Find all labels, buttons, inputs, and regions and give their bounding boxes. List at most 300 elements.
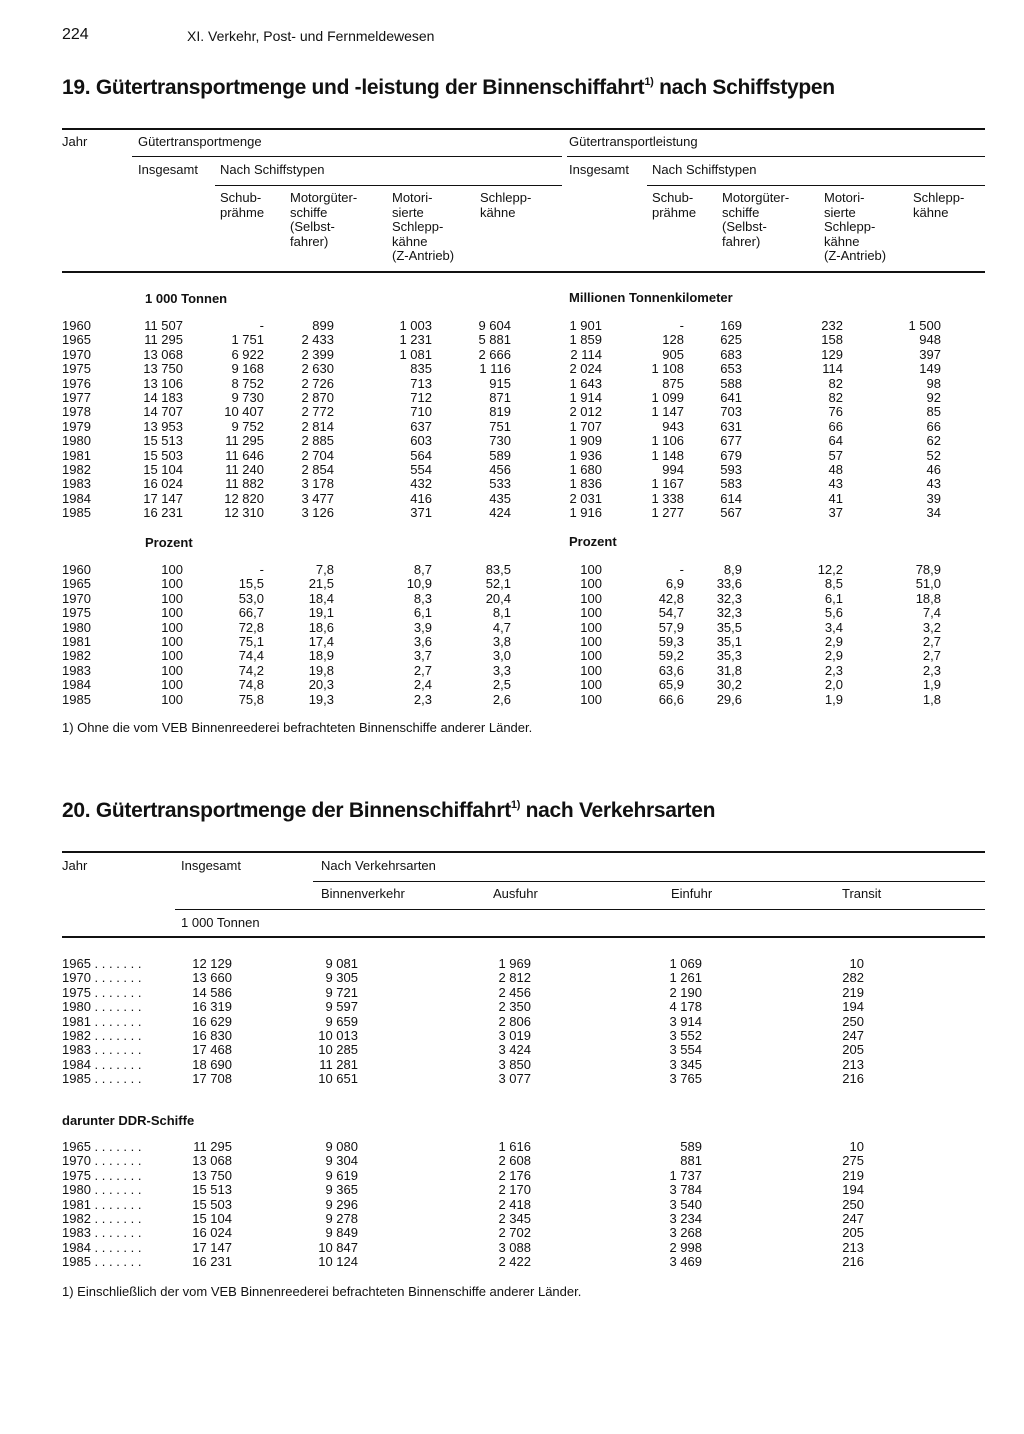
value-cell: 2 704 — [301, 447, 334, 463]
value-cell: 2,3 — [413, 691, 432, 707]
value-cell: 9 597 — [325, 999, 358, 1015]
value-cell: 899 — [312, 318, 334, 333]
value-cell: 100 — [580, 576, 602, 592]
table-row — [0, 506, 1024, 520]
value-cell: 17 147 — [192, 1239, 232, 1255]
value-cell: 679 — [720, 447, 742, 463]
value-cell: 1 707 — [569, 418, 602, 434]
value-cell: 2 854 — [301, 462, 334, 477]
table-row — [0, 957, 1024, 971]
value-cell: 416 — [410, 490, 432, 506]
value-cell: 631 — [720, 418, 742, 434]
value-cell: 1 500 — [908, 318, 941, 333]
value-cell: 3 552 — [669, 1028, 702, 1043]
value-cell: 100 — [580, 590, 602, 606]
year-cell: 1975 . . . . . . . — [62, 984, 142, 1000]
value-cell: 12 310 — [224, 505, 264, 521]
value-cell: 82 — [828, 375, 843, 391]
value-cell: 593 — [720, 462, 742, 477]
year-cell: 1980 . . . . . . . — [62, 1182, 142, 1198]
table20-header-jahr: Jahr — [62, 858, 88, 873]
table19-unit-right-pct: Prozent — [569, 534, 617, 549]
year-cell: 1982 . . . . . . . — [62, 1028, 142, 1043]
value-cell: 10 013 — [318, 1028, 358, 1043]
value-cell: 20,3 — [308, 677, 334, 693]
value-cell: 2 456 — [498, 984, 531, 1000]
value-cell: 3 345 — [669, 1056, 702, 1072]
value-cell: 583 — [720, 476, 742, 492]
value-cell: 3 077 — [498, 1071, 531, 1087]
table-row — [0, 577, 1024, 591]
value-cell: 14 707 — [143, 404, 183, 420]
value-cell: 2 812 — [498, 970, 531, 986]
value-cell: 397 — [919, 346, 941, 362]
value-cell: 2 350 — [498, 999, 531, 1015]
table19-title-suffix: nach Schiffstypen — [653, 76, 835, 99]
year-cell: 1978 — [62, 404, 91, 420]
value-cell: 32,3 — [716, 590, 742, 606]
value-cell: 2,7 — [922, 648, 941, 664]
year-cell: 1965 — [62, 332, 91, 348]
value-cell: 2 176 — [498, 1167, 531, 1183]
value-cell: 588 — [720, 375, 742, 391]
value-cell: 213 — [842, 1056, 864, 1072]
value-cell: 75,8 — [238, 691, 264, 707]
year-cell: 1984 . . . . . . . — [62, 1239, 142, 1255]
value-cell: 35,1 — [716, 634, 742, 649]
table-row — [0, 971, 1024, 985]
value-cell: 16 231 — [192, 1254, 232, 1270]
value-cell: 2 666 — [478, 346, 511, 362]
table-row — [0, 664, 1024, 678]
value-cell: 13 068 — [192, 1153, 232, 1169]
value-cell: 8,9 — [723, 562, 742, 577]
table-row — [0, 1226, 1024, 1240]
table-row — [0, 319, 1024, 333]
value-cell: 52,1 — [485, 576, 511, 592]
table19-footnote: 1) Ohne die vom VEB Binnenreederei befrachteten Binnenschiffe anderer Länder. — [62, 720, 533, 735]
year-cell: 1982 . . . . . . . — [62, 1211, 142, 1226]
value-cell: 3,0 — [492, 648, 511, 664]
value-cell: 7,4 — [922, 605, 941, 621]
value-cell: 3,8 — [492, 634, 511, 649]
value-cell: 2 012 — [569, 404, 602, 420]
value-cell: 1 751 — [231, 332, 264, 348]
value-cell: 1 969 — [498, 956, 531, 971]
value-cell: 3 469 — [669, 1254, 702, 1270]
value-cell: 2,7 — [413, 662, 432, 678]
value-cell: 15,5 — [238, 576, 264, 592]
table19-header-nach-schiffstypen-right: Nach Schiffstypen — [652, 162, 757, 177]
value-cell: 456 — [489, 462, 511, 477]
table20-header-binnenverkehr: Binnenverkehr — [321, 886, 405, 901]
value-cell: 19,3 — [308, 691, 334, 707]
value-cell: 42,8 — [658, 590, 684, 606]
table-row — [0, 1212, 1024, 1226]
value-cell: 567 — [720, 505, 742, 521]
table19-header-schlepp-right: Schlepp- kähne — [913, 190, 965, 220]
value-cell: 637 — [410, 418, 432, 434]
table19-header-bottom-rule — [62, 271, 985, 273]
value-cell: 10 — [849, 1139, 864, 1154]
value-cell: 18,8 — [915, 590, 941, 606]
value-cell: 9 080 — [325, 1139, 358, 1154]
value-cell: 2 399 — [301, 346, 334, 362]
value-cell: 14 183 — [143, 390, 183, 405]
year-cell: 1977 — [62, 390, 91, 405]
value-cell: 74,2 — [238, 662, 264, 678]
value-cell: 3,2 — [922, 619, 941, 635]
value-cell: 2 114 — [570, 346, 602, 362]
value-cell: 15 104 — [192, 1211, 232, 1226]
value-cell: 100 — [161, 634, 183, 649]
year-cell: 1980 — [62, 619, 91, 635]
value-cell: 19,8 — [308, 662, 334, 678]
value-cell: 66 — [828, 418, 843, 434]
value-cell: 247 — [842, 1028, 864, 1043]
table19-group-rule-right — [567, 156, 985, 157]
value-cell: 16 024 — [143, 476, 183, 492]
value-cell: 2 998 — [669, 1239, 702, 1255]
value-cell: 21,5 — [308, 576, 334, 592]
year-cell: 1985 . . . . . . . — [62, 1254, 142, 1270]
value-cell: 3 126 — [301, 505, 334, 521]
value-cell: 9 278 — [325, 1211, 358, 1226]
value-cell: 1 914 — [569, 390, 602, 405]
value-cell: 149 — [919, 361, 941, 377]
value-cell: 3,3 — [492, 662, 511, 678]
year-cell: 1976 — [62, 375, 91, 391]
value-cell: 1 643 — [569, 375, 602, 391]
value-cell: 9 081 — [325, 956, 358, 971]
value-cell: 881 — [680, 1153, 702, 1169]
table-row — [0, 1058, 1024, 1072]
value-cell: 100 — [161, 619, 183, 635]
value-cell: 2 806 — [498, 1013, 531, 1029]
value-cell: 74,4 — [238, 648, 264, 664]
year-cell: 1960 — [62, 318, 91, 333]
year-cell: 1965 . . . . . . . — [62, 956, 142, 971]
running-head: XI. Verkehr, Post- und Fernmeldewesen — [187, 28, 435, 44]
table19-title-main: 19. Gütertransportmenge und -leistung der Binnenschiffahrt — [62, 76, 645, 99]
value-cell: 2,0 — [824, 677, 843, 693]
value-cell: 432 — [410, 476, 432, 492]
value-cell: 66 — [926, 418, 941, 434]
value-cell: 948 — [919, 332, 941, 348]
year-cell: 1983 . . . . . . . — [62, 1225, 142, 1241]
value-cell: 57 — [828, 447, 843, 463]
table-row — [0, 1015, 1024, 1029]
value-cell: 63,6 — [658, 662, 684, 678]
value-cell: 4 178 — [669, 999, 702, 1015]
page-number: 224 — [62, 26, 89, 43]
table20-title-main: 20. Gütertransportmenge der Binnenschiffahrt — [62, 799, 511, 822]
table-row — [0, 1198, 1024, 1212]
value-cell: 282 — [842, 970, 864, 986]
value-cell: 15 104 — [143, 462, 183, 477]
table19-header-leistung: Gütertransportleistung — [569, 134, 698, 149]
value-cell: 2 870 — [301, 390, 334, 405]
value-cell: 65,9 — [658, 677, 684, 693]
table-row — [0, 1169, 1024, 1183]
value-cell: 78,9 — [915, 562, 941, 577]
table-row — [0, 420, 1024, 434]
table-row — [0, 463, 1024, 477]
table19-title-footnote-mark: 1) — [644, 76, 654, 88]
value-cell: 2 170 — [498, 1182, 531, 1198]
value-cell: 3 088 — [498, 1239, 531, 1255]
table19-subgroup-rule-right — [647, 185, 985, 186]
value-cell: 216 — [842, 1071, 864, 1087]
value-cell: 16 830 — [192, 1028, 232, 1043]
value-cell: 216 — [842, 1254, 864, 1270]
value-cell: 43 — [926, 476, 941, 492]
value-cell: 82 — [828, 390, 843, 405]
value-cell: 6,9 — [665, 576, 684, 592]
value-cell: 2 608 — [498, 1153, 531, 1169]
value-cell: - — [679, 562, 684, 577]
value-cell: 20,4 — [485, 590, 511, 606]
table19-header-motorisiert-left: Motori- sierte Schlepp- kähne (Z-Antrieb) — [392, 190, 455, 263]
value-cell: 12,2 — [817, 562, 843, 577]
table20-sub-heading: darunter DDR-Schiffe — [62, 1113, 195, 1128]
year-cell: 1979 — [62, 418, 91, 434]
value-cell: 554 — [410, 462, 432, 477]
value-cell: 30,2 — [716, 677, 742, 693]
table-row — [0, 1183, 1024, 1197]
value-cell: 100 — [161, 677, 183, 693]
value-cell: 1 616 — [498, 1139, 531, 1154]
value-cell: 10 847 — [318, 1239, 358, 1255]
year-cell: 1980 — [62, 433, 91, 449]
value-cell: 730 — [489, 433, 511, 449]
value-cell: 1 909 — [569, 433, 602, 449]
value-cell: 1,9 — [824, 691, 843, 707]
value-cell: 250 — [842, 1013, 864, 1029]
value-cell: 614 — [720, 490, 742, 506]
value-cell: 13 068 — [143, 346, 183, 362]
value-cell: 12 129 — [192, 956, 232, 971]
value-cell: 205 — [842, 1042, 864, 1058]
value-cell: 13 106 — [143, 375, 183, 391]
value-cell: 39 — [926, 490, 941, 506]
table20-top-rule — [62, 851, 985, 853]
table20-footnote: 1) Einschließlich der vom VEB Binnenreederei befrachteten Binnenschiffe anderer Länder. — [62, 1284, 582, 1299]
value-cell: 5,6 — [824, 605, 843, 621]
value-cell: 1 106 — [651, 433, 684, 449]
value-cell: 589 — [489, 447, 511, 463]
value-cell: 100 — [161, 691, 183, 707]
value-cell: 10 — [849, 956, 864, 971]
value-cell: 2 345 — [498, 1211, 531, 1226]
value-cell: 712 — [410, 390, 432, 405]
value-cell: 34 — [926, 505, 941, 521]
value-cell: 13 660 — [192, 970, 232, 986]
value-cell: - — [259, 562, 264, 577]
table-row — [0, 1000, 1024, 1014]
value-cell: 83,5 — [485, 562, 511, 577]
value-cell: 3 554 — [669, 1042, 702, 1058]
value-cell: 603 — [410, 433, 432, 449]
value-cell: 835 — [410, 361, 432, 377]
table-row — [0, 649, 1024, 663]
value-cell: 2 630 — [301, 361, 334, 377]
value-cell: 114 — [822, 361, 843, 377]
table20-header-einfuhr: Einfuhr — [671, 886, 713, 901]
value-cell: 2 433 — [301, 332, 334, 348]
value-cell: 2 024 — [569, 361, 602, 377]
table19-header-nach-schiffstypen-left: Nach Schiffstypen — [220, 162, 325, 177]
table19-group-rule-left — [132, 156, 562, 157]
value-cell: 1 231 — [399, 332, 432, 348]
value-cell: 6 922 — [231, 346, 264, 362]
table20-header-bottom-rule — [62, 936, 985, 938]
value-cell: 18,4 — [308, 590, 334, 606]
value-cell: 48 — [828, 462, 843, 477]
value-cell: 1 737 — [669, 1167, 702, 1183]
value-cell: 1 277 — [651, 505, 684, 521]
value-cell: 52 — [926, 447, 941, 463]
value-cell: 75,1 — [238, 634, 264, 649]
value-cell: 1,9 — [922, 677, 941, 693]
value-cell: 1 081 — [399, 346, 432, 362]
year-cell: 1985 — [62, 691, 91, 707]
value-cell: 1 108 — [651, 361, 684, 377]
year-cell: 1975 — [62, 361, 91, 377]
value-cell: 3 268 — [669, 1225, 702, 1241]
value-cell: 3 234 — [669, 1211, 702, 1226]
value-cell: 13 750 — [192, 1167, 232, 1183]
value-cell: 129 — [821, 346, 843, 362]
year-cell: 1982 — [62, 648, 91, 664]
year-cell: 1970 . . . . . . . — [62, 1153, 142, 1169]
value-cell: 13 750 — [143, 361, 183, 377]
year-cell: 1981 . . . . . . . — [62, 1196, 142, 1212]
table19-header-insgesamt-left: Insgesamt — [138, 162, 198, 177]
value-cell: 3 540 — [669, 1196, 702, 1212]
value-cell: 100 — [580, 634, 602, 649]
value-cell: 2 885 — [301, 433, 334, 449]
value-cell: 100 — [580, 677, 602, 693]
value-cell: 35,5 — [716, 619, 742, 635]
value-cell: 5 881 — [478, 332, 511, 348]
table-row — [0, 592, 1024, 606]
value-cell: 15 503 — [192, 1196, 232, 1212]
value-cell: 17,4 — [308, 634, 334, 649]
value-cell: 59,2 — [658, 648, 684, 664]
table19-title — [62, 76, 835, 100]
table-row — [0, 1043, 1024, 1057]
table20-header-transit: Transit — [842, 886, 882, 901]
value-cell: 1 680 — [569, 462, 602, 477]
value-cell: 205 — [842, 1225, 864, 1241]
value-cell: 2 031 — [569, 490, 602, 506]
table19-header-menge: Gütertransportmenge — [138, 134, 262, 149]
value-cell: 29,6 — [716, 691, 742, 707]
value-cell: 2 190 — [669, 984, 702, 1000]
value-cell: 37 — [828, 505, 843, 521]
value-cell: 100 — [161, 648, 183, 664]
value-cell: 51,0 — [915, 576, 941, 592]
value-cell: 18,9 — [308, 648, 334, 664]
value-cell: 100 — [580, 691, 602, 707]
table20-header-insgesamt: Insgesamt — [181, 858, 241, 873]
value-cell: 247 — [842, 1211, 864, 1226]
value-cell: 92 — [926, 390, 941, 405]
value-cell: 100 — [161, 590, 183, 606]
table-row — [0, 405, 1024, 419]
value-cell: 3 477 — [301, 490, 334, 506]
table-row — [0, 362, 1024, 376]
value-cell: 46 — [926, 462, 941, 477]
value-cell: 2,4 — [413, 677, 432, 693]
year-cell: 1970 . . . . . . . — [62, 970, 142, 986]
table19-top-rule — [62, 128, 985, 130]
value-cell: 1 916 — [569, 505, 602, 521]
year-cell: 1970 — [62, 590, 91, 606]
value-cell: 3 765 — [669, 1071, 702, 1087]
value-cell: 871 — [489, 390, 511, 405]
year-cell: 1983 . . . . . . . — [62, 1042, 142, 1058]
value-cell: 1 099 — [651, 390, 684, 405]
table20-header-nach-verkehrsarten: Nach Verkehrsarten — [321, 858, 436, 873]
value-cell: 2 418 — [498, 1196, 531, 1212]
value-cell: 15 503 — [143, 447, 183, 463]
year-cell: 1975 — [62, 605, 91, 621]
value-cell: 32,3 — [716, 605, 742, 621]
value-cell: 3 178 — [301, 476, 334, 492]
table-row — [0, 986, 1024, 1000]
table20-title-footnote-mark: 1) — [510, 799, 521, 811]
value-cell: - — [679, 318, 684, 333]
value-cell: 194 — [842, 1182, 864, 1198]
value-cell: 17 147 — [143, 490, 183, 506]
table-row — [0, 391, 1024, 405]
value-cell: 19,1 — [308, 605, 334, 621]
value-cell: 1 859 — [569, 332, 602, 348]
table19-subgroup-rule-left — [215, 185, 562, 186]
value-cell: 875 — [662, 375, 684, 391]
value-cell: 1 167 — [651, 476, 684, 492]
year-cell: 1981 — [62, 634, 91, 649]
value-cell: 371 — [410, 505, 432, 521]
value-cell: 275 — [842, 1153, 864, 1169]
value-cell: 3 850 — [498, 1056, 531, 1072]
value-cell: 8,5 — [824, 576, 843, 592]
value-cell: 1 338 — [651, 490, 684, 506]
value-cell: 1 147 — [651, 404, 684, 420]
value-cell: 85 — [926, 404, 941, 420]
value-cell: 54,7 — [658, 605, 684, 621]
value-cell: 100 — [580, 648, 602, 664]
year-cell: 1985 . . . . . . . — [62, 1071, 142, 1087]
value-cell: 751 — [489, 418, 511, 434]
value-cell: 2,7 — [922, 634, 941, 649]
value-cell: 2,3 — [922, 662, 941, 678]
value-cell: 11 240 — [225, 462, 264, 477]
value-cell: 8,3 — [413, 590, 432, 606]
value-cell: 17 708 — [192, 1071, 232, 1087]
year-cell: 1982 — [62, 462, 91, 477]
year-cell: 1983 — [62, 662, 91, 678]
value-cell: 13 953 — [143, 418, 183, 434]
table19-header-schlepp-left: Schlepp- kähne — [480, 190, 532, 220]
year-cell: 1975 . . . . . . . — [62, 1167, 142, 1183]
value-cell: 98 — [926, 375, 941, 391]
table-row — [0, 348, 1024, 362]
table-row — [0, 635, 1024, 649]
table19-header-schub-left: Schub- prähme — [220, 190, 265, 220]
